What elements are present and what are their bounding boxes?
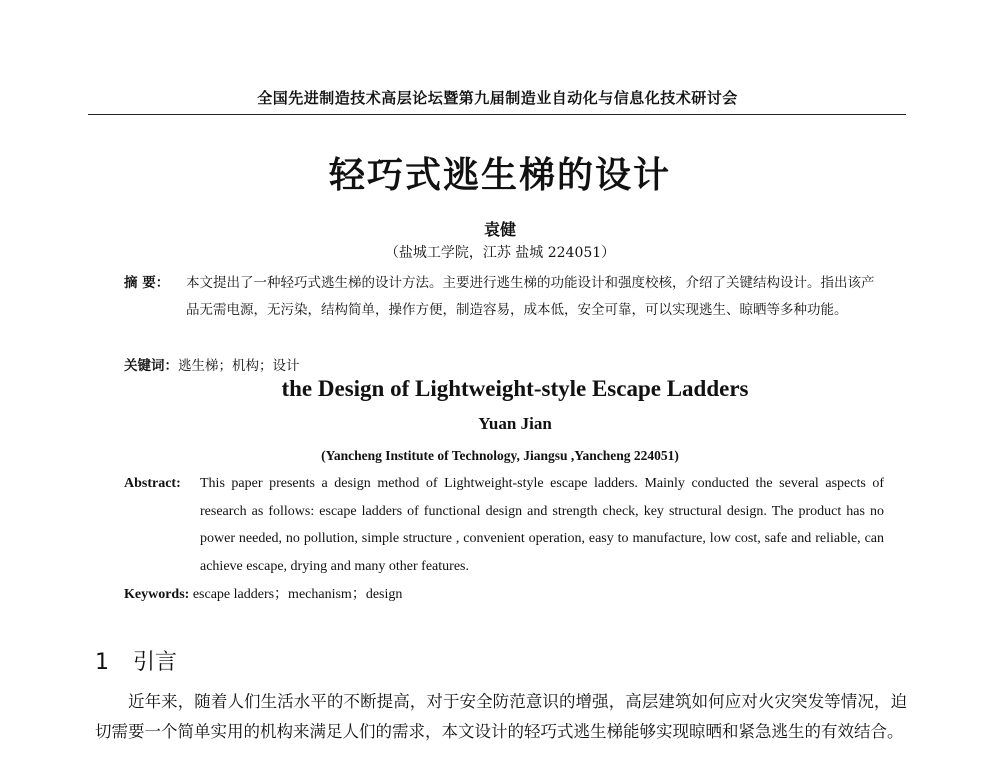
section-heading bbox=[95, 645, 177, 676]
author-en: Yuan Jian bbox=[478, 414, 552, 433]
section-paragraph: 近年来，随着人们生活水平的不断提高，对于安全防范意识的增强，高层建筑如何应对火灾突发等情况，迫切需要一个简单实用的机构来满足人们的需求，本文设计的轻巧式逃生梯能够实现晾晒和紧急逃生的有效结合。 bbox=[95, 692, 907, 741]
header-rule bbox=[88, 114, 906, 115]
keywords-en bbox=[124, 583, 402, 603]
conference-header: 全国先进制造技术高层论坛暨第九届制造业自动化与信息化技术研讨会 bbox=[257, 89, 738, 107]
abstract-cn-label: 摘 要： bbox=[124, 275, 170, 291]
abstract-en-label: Abstract: bbox=[124, 476, 181, 491]
paper-title-en: the Design of Lightweight-style Escape Ladders bbox=[281, 376, 749, 401]
paper-title-cn: 轻巧式逃生梯的设计 bbox=[328, 155, 671, 196]
affiliation-cn: （盐城工学院，江苏 盐城 224051） bbox=[384, 245, 616, 261]
keywords-cn bbox=[124, 354, 300, 374]
section-title: 引言 bbox=[133, 650, 178, 675]
author-cn: 袁健 bbox=[483, 220, 516, 239]
abstract-en-text: This paper presents a design method of Lightweight-style escape ladders. Mainly conducted the several aspects of research as follows: escape ladders of functional design and strength check, key structural design. The product has no power needed, no pollution, simple structure , convenient operation, easy to manufacture, low cost, safe and reliable, can achieve escape, drying and many other features. bbox=[200, 476, 884, 574]
keywords-cn-label: 关键词： bbox=[124, 358, 178, 374]
keywords-en-label: Keywords: bbox=[124, 587, 190, 602]
affiliation-en: (Yancheng Institute of Technology, Jiangsu ,Yancheng 224051) bbox=[321, 448, 679, 463]
abstract-cn-text: 本文提出了一种轻巧式逃生梯的设计方法。主要进行逃生梯的功能设计和强度校核，介绍了关键结构设计。指出该产品无需电源，无污染，结构简单，操作方便，制造容易，成本低，安全可靠，可以实现逃生、晾晒等多种功能。 bbox=[186, 275, 875, 318]
abstract-en bbox=[124, 470, 884, 580]
section-number: 1 bbox=[95, 650, 109, 675]
keywords-en-text: escape ladders；mechanism；design bbox=[192, 587, 403, 602]
abstract-cn bbox=[124, 270, 884, 324]
keywords-cn-text: 逃生梯；机构；设计 bbox=[178, 358, 300, 374]
